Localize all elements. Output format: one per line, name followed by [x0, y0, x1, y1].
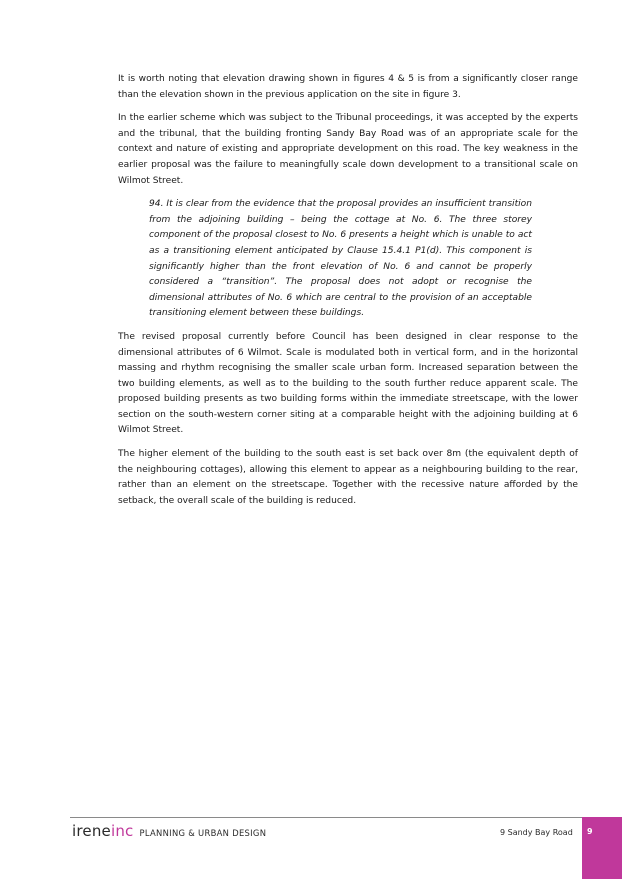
page-number-tab	[582, 817, 622, 879]
tribunal-quote: 94. It is clear from the evidence that the proposal provides an insufficient transition from the adjoining building – being the cottage at No. 6. The three storey component of the proposal closest to No. 6 presents a height which is unable to act as a transitioning element anticipated by Clause 15.4.1 P1(d). This component is significantly higher than the front elevation of No. 6 and cannot be properly considered a “transition”. The proposal does not adopt or recognise the dimensional attributes of No. 6 which are central to the provision of an acceptable transitioning element between these buildings.	[149, 199, 532, 319]
brand-logo	[72, 821, 266, 840]
brand-tagline: PLANNING & URBAN DESIGN	[139, 828, 267, 838]
paragraph-elevation-note: It is worth noting that elevation drawing shown in figures 4 & 5 is from a significantly closer range than the elevation shown in the previous application on the site in figure 3.	[118, 74, 578, 100]
brand-irene: irene	[72, 822, 111, 840]
brand-inc: inc	[110, 822, 134, 840]
page-number: 9	[587, 827, 593, 836]
paragraph-revised-proposal: The revised proposal currently before Council has been designed in clear response to the dimensional attributes of 6 Wilmot. Scale is modulated both in vertical form, and in the horizontal massing and rhythm recognising the smaller scale urban form. Increased separation between the two building elements, as well as to the building to the south further reduce apparent scale. The proposed building presents as two building forms within the immediate streetscape, with the lower section on the south-western corner siting at a comparable height with the adjoining building at 6 Wilmot Street.	[118, 331, 578, 436]
footer-divider	[70, 817, 582, 818]
footer-site-name: 9 Sandy Bay Road	[500, 828, 573, 837]
paragraph-earlier-scheme: In the earlier scheme which was subject to the Tribunal proceedings, it was accepted by the experts and the tribunal, that the building fronting Sandy Bay Road was of an appropriate scale for the context and nature of existing and appropriate development on this road. The key weakness in the earlier proposal was the failure to meaningfully scale down development to a transitional scale on Wilmot Street.	[118, 113, 578, 186]
paragraph-higher-element: The higher element of the building to the south east is set back over 8m (the equivalent depth of the neighbouring cottages), allowing this element to appear as a neighbouring building to the rear, rather than an element on the streetscape. Together with the recessive nature afforded by the setback, the overall scale of the building is reduced.	[118, 449, 578, 506]
document-body	[118, 72, 578, 517]
